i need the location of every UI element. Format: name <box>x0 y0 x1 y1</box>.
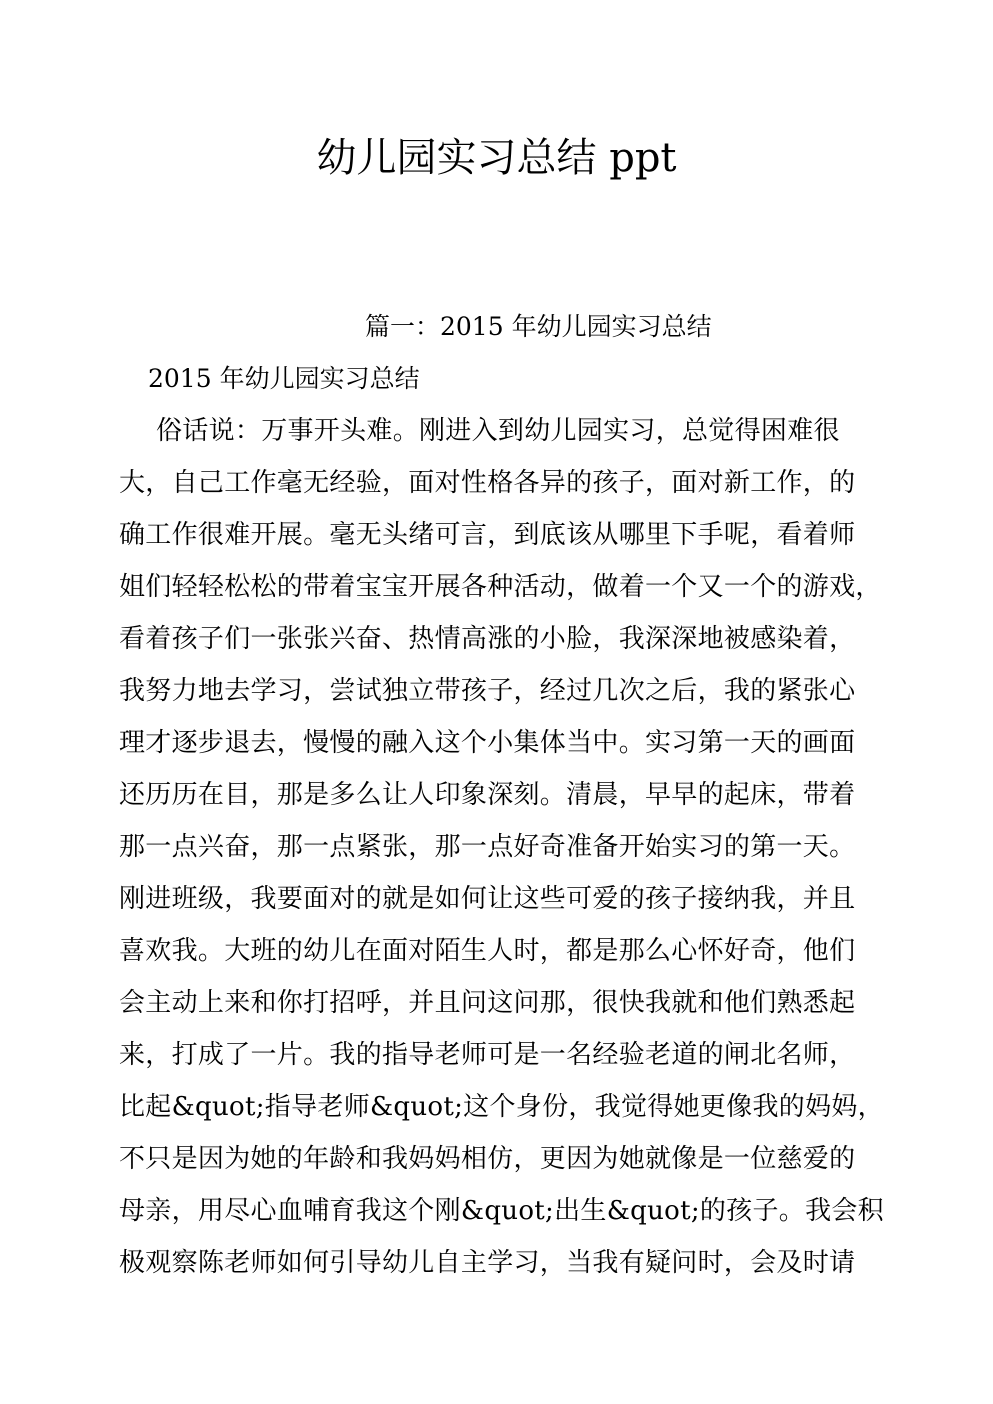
body-line: 那一点兴奋，那一点紧张，那一点好奇准备开始实习的第一天。 <box>119 832 856 862</box>
body-line: 极观察陈老师如何引导幼儿自主学习，当我有疑问时，会及时请 <box>119 1248 856 1278</box>
body-line: 还历历在目，那是多么让人印象深刻。清晨，早早的起床，带着 <box>119 780 856 810</box>
body-line: 比起&quot;指导老师&quot;这个身份，我觉得她更像我的妈妈， <box>119 1092 884 1122</box>
sub-heading: 2015 年幼儿园实习总结 <box>148 364 420 393</box>
document-title: 幼儿园实习总结 ppt <box>316 135 677 181</box>
section-heading: 篇一：2015 年幼儿园实习总结 <box>365 312 712 341</box>
body-line: 不只是因为她的年龄和我妈妈相仿，更因为她就像是一位慈爱的 <box>119 1144 856 1174</box>
body-line: 喜欢我。大班的幼儿在面对陌生人时，都是那么心怀好奇，他们 <box>119 936 856 966</box>
body-line: 姐们轻轻松松的带着宝宝开展各种活动，做着一个又一个的游戏， <box>119 572 882 602</box>
body-line: 我努力地去学习，尝试独立带孩子，经过几次之后，我的紧张心 <box>119 676 856 706</box>
body-line: 刚进班级，我要面对的就是如何让这些可爱的孩子接纳我，并且 <box>119 884 856 914</box>
body-line: 俗话说：万事开头难。刚进入到幼儿园实习，总觉得困难很 <box>156 416 840 446</box>
body-line: 确工作很难开展。毫无头绪可言，到底该从哪里下手呢，看着师 <box>119 520 856 550</box>
body-line: 来，打成了一片。我的指导老师可是一名经验老道的闸北名师， <box>119 1040 856 1070</box>
body-line: 看着孩子们一张张兴奋、热情高涨的小脸，我深深地被感染着， <box>119 624 856 654</box>
body-line: 会主动上来和你打招呼，并且问这问那，很快我就和他们熟悉起 <box>119 988 856 1018</box>
body-line: 大，自己工作毫无经验，面对性格各异的孩子，面对新工作，的 <box>119 468 856 498</box>
body-line: 母亲，用尽心血哺育我这个刚&quot;出生&quot;的孩子。我会积 <box>119 1196 884 1226</box>
body-line: 理才逐步退去，慢慢的融入这个小集体当中。实习第一天的画面 <box>119 728 856 758</box>
